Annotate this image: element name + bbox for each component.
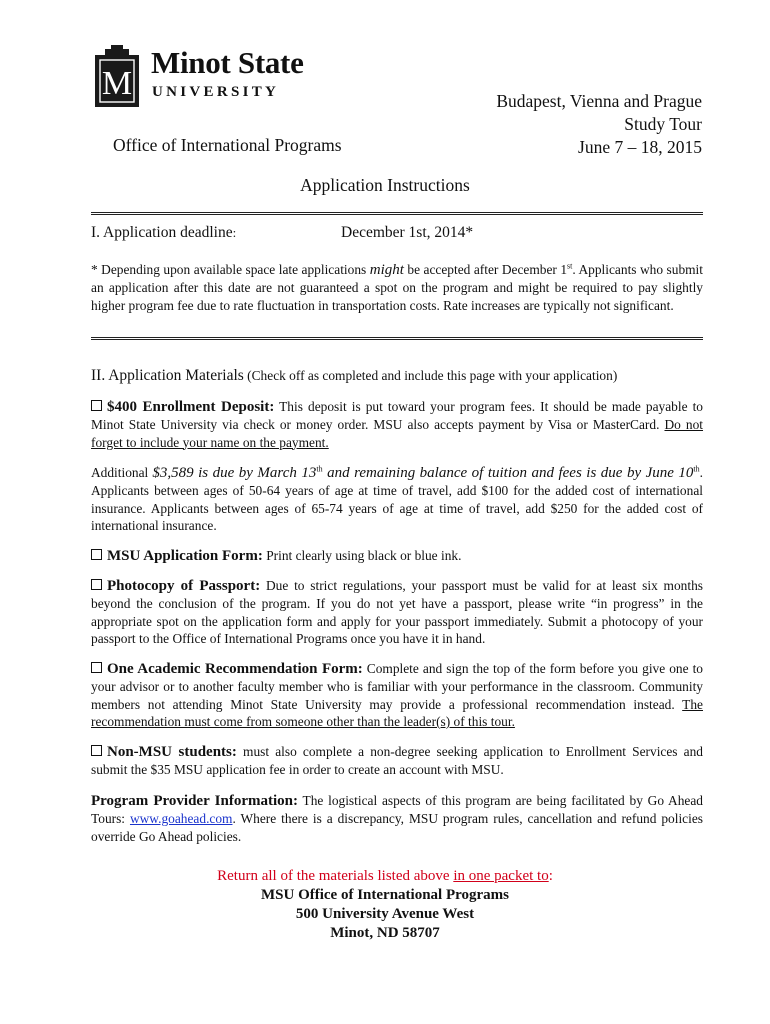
passport-item: Photocopy of Passport: Due to strict regulations, your passport must be valid for at least six months beyond the conclusion of the program. If you do not yet have a passport, please write “in progress” in the appropriate spot on the application form and apply for your passport immediately. Submit a photocopy of your passport to the Office of International Programs once you have it in hand.: [91, 578, 703, 646]
deadline-value: December 1st, 2014*: [341, 224, 474, 241]
checkbox-application-form[interactable]: [91, 549, 102, 560]
logo-wordmark: Minot State: [151, 45, 304, 80]
msu-shield-icon: [91, 45, 143, 107]
tour-dates: June 7 – 18, 2015: [578, 137, 702, 157]
non-msu-item: Non-MSU students: must also complete a non-degree seeking application to Enrollment Services and submit the $35 MSU application fee in order to create an account with MSU.: [91, 744, 703, 778]
page-title: Application Instructions: [300, 175, 470, 195]
msu-logo: [91, 45, 331, 107]
divider: [91, 212, 703, 215]
address-line-1: MSU Office of International Programs: [260, 887, 509, 903]
return-instructions: [0, 867, 770, 943]
logo-subtitle: UNIVERSITY: [152, 84, 280, 100]
provider-info: Program Provider Information: The logistical aspects of this program are being facilitated by Go Ahead Tours: www.goahead.com. Where there is a discrepancy, MSU program rules, cancellation and refund policies override Go Ahead policies.: [91, 793, 703, 844]
additional-payment-note: Additional $3,589 is due by March 13th and remaining balance of tuition and fees is due by June 10th. Applicants between ages of 50-64 years of age at time of travel, add $100 for the added cost of international insurance. Applicants between ages of 65-74 years of age at time of travel, add $250 for the added cost of international insurance.: [91, 464, 703, 533]
tour-destination: Budapest, Vienna and Prague: [496, 91, 702, 111]
recommendation-item: One Academic Recommendation Form: Complete and sign the top of the form before you give one to your advisor or to another faculty member who is familiar with your performance in the classroom. Community members not attending Minot State University may provide a professional recommendation instead. The recommendation must come from someone other than the leader(s) of this tour.: [91, 661, 703, 729]
tour-type: Study Tour: [624, 114, 702, 134]
enrollment-deposit-item: $400 Enrollment Deposit: This deposit is put toward your program fees. It should be made payable to Minot State University via check or money order. MSU also accepts payment by Visa or MasterCard. Do not forget to include your name on the payment.: [91, 399, 704, 450]
checkbox-recommendation[interactable]: [91, 662, 102, 673]
return-heading: Return all of the materials listed above in one packet to:: [217, 868, 553, 884]
goahead-link[interactable]: www.goahead.com: [129, 811, 233, 827]
office-name: Office of International Programs: [113, 135, 342, 155]
checkbox-deposit[interactable]: [91, 400, 102, 411]
address-line-3: Minot, ND 58707: [330, 925, 440, 941]
divider: [91, 337, 703, 340]
checkbox-passport[interactable]: [91, 579, 102, 590]
materials-heading: II. Application Materials (Check off as completed and include this page with your application): [91, 367, 618, 384]
address-line-2: 500 University Avenue West: [295, 906, 475, 922]
application-form-item: MSU Application Form: Print clearly using black or blue ink.: [91, 547, 703, 565]
tour-info: [496, 90, 702, 159]
deadline-label: I. Application deadline:: [91, 224, 237, 241]
checkbox-non-msu[interactable]: [91, 745, 102, 756]
svg-text:M: M: [101, 65, 133, 102]
late-application-note: * Depending upon available space late applications might be accepted after December 1st. Applicants who submit an application after this date are not guaranteed a spot on the program and might be required to pay slightly higher program fee due to rate fluctuation in transportation costs. Rate increases are typically not significant.: [91, 261, 703, 313]
